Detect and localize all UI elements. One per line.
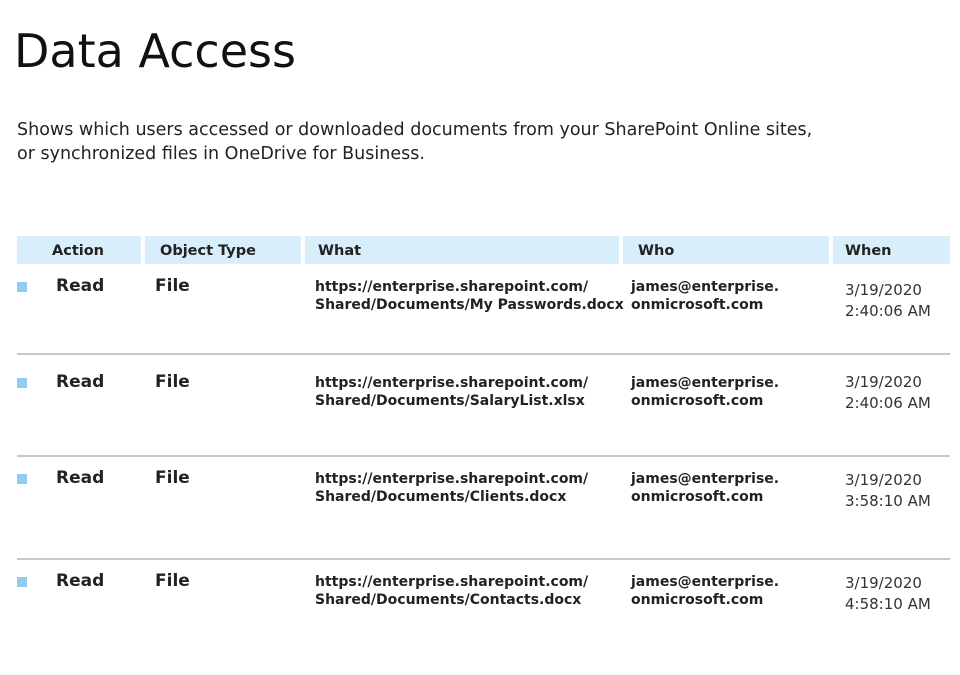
row-who — [631, 470, 779, 506]
row-divider — [17, 455, 950, 457]
page-title: Data Access — [14, 24, 296, 78]
row-bullet-icon — [17, 282, 27, 292]
who-line-2: onmicrosoft.com — [631, 489, 764, 505]
what-line-1: https://enterprise.sharepoint.com/ — [315, 375, 589, 391]
who-line-2: onmicrosoft.com — [631, 393, 764, 409]
row-what[interactable] — [315, 278, 624, 314]
what-line-1: https://enterprise.sharepoint.com/ — [315, 471, 589, 487]
row-action: Read — [56, 571, 105, 591]
who-line-1: james@enterprise. — [631, 471, 780, 487]
who-line-2: onmicrosoft.com — [631, 297, 764, 313]
row-when — [845, 470, 931, 512]
when-date: 3/19/2020 — [845, 471, 922, 489]
row-bullet-icon — [17, 577, 27, 587]
row-object-type: File — [155, 571, 190, 591]
row-what[interactable] — [315, 374, 588, 410]
what-line-2: Shared/Documents/Clients.docx — [315, 489, 567, 505]
who-line-1: james@enterprise. — [631, 279, 780, 295]
description-line-2: or synchronized files in OneDrive for Business. — [17, 144, 425, 164]
who-line-1: james@enterprise. — [631, 574, 780, 590]
when-date: 3/19/2020 — [845, 574, 922, 592]
column-header-what[interactable]: What — [305, 236, 619, 264]
row-when — [845, 280, 931, 322]
who-line-2: onmicrosoft.com — [631, 592, 764, 608]
description-line-1: Shows which users accessed or downloaded documents from your SharePoint Online sites, — [17, 120, 813, 140]
row-who — [631, 278, 779, 314]
who-line-1: james@enterprise. — [631, 375, 780, 391]
when-date: 3/19/2020 — [845, 373, 922, 391]
row-bullet-icon — [17, 378, 27, 388]
when-time: 3:58:10 AM — [845, 492, 931, 510]
column-header-action[interactable]: Action — [17, 236, 141, 264]
row-when — [845, 372, 931, 414]
row-object-type: File — [155, 468, 190, 488]
row-when — [845, 573, 931, 615]
row-what[interactable] — [315, 573, 588, 609]
row-object-type: File — [155, 372, 190, 392]
when-time: 2:40:06 AM — [845, 302, 931, 320]
column-header-when[interactable]: When — [833, 236, 950, 264]
column-header-object-type[interactable]: Object Type — [145, 236, 301, 264]
when-time: 4:58:10 AM — [845, 595, 931, 613]
row-divider — [17, 558, 950, 560]
when-date: 3/19/2020 — [845, 281, 922, 299]
table-header — [17, 236, 950, 264]
what-line-1: https://enterprise.sharepoint.com/ — [315, 574, 589, 590]
what-line-2: Shared/Documents/SalaryList.xlsx — [315, 393, 585, 409]
row-object-type: File — [155, 276, 190, 296]
row-action: Read — [56, 372, 105, 392]
row-bullet-icon — [17, 474, 27, 484]
what-line-2: Shared/Documents/Contacts.docx — [315, 592, 582, 608]
row-divider — [17, 353, 950, 355]
row-what[interactable] — [315, 470, 588, 506]
row-who — [631, 374, 779, 410]
what-line-1: https://enterprise.sharepoint.com/ — [315, 279, 589, 295]
when-time: 2:40:06 AM — [845, 394, 931, 412]
row-action: Read — [56, 468, 105, 488]
column-header-who[interactable]: Who — [623, 236, 829, 264]
row-action: Read — [56, 276, 105, 296]
what-line-2: Shared/Documents/My Passwords.docx — [315, 297, 624, 313]
row-who — [631, 573, 779, 609]
page-description — [17, 118, 917, 166]
